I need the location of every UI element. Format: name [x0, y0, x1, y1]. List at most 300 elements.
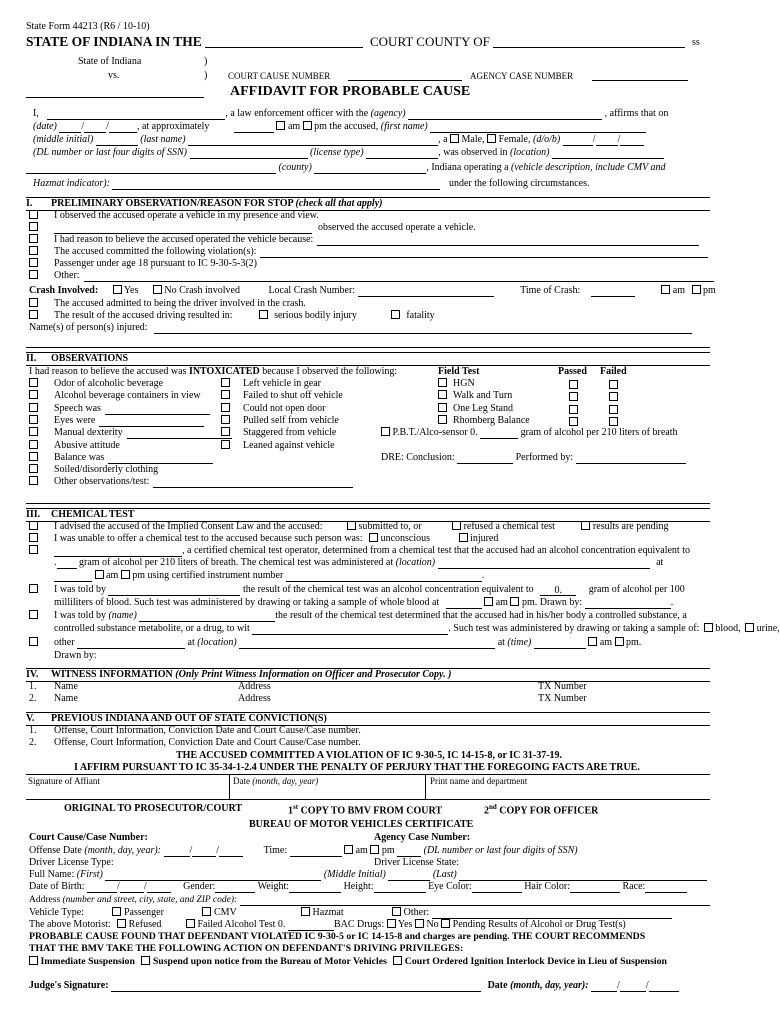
county-label: (county) [278, 162, 312, 173]
ml-label: milliliters of blood. Such test was administered by drawing or taking a sample of whole blood at [54, 597, 440, 608]
blood-pm-checkbox[interactable] [510, 597, 519, 606]
defendant-name-field[interactable] [26, 97, 204, 98]
pm-label: pm. [626, 637, 642, 648]
admin-pm-checkbox[interactable] [121, 570, 130, 579]
signature-date-label[interactable] [233, 775, 318, 787]
interlock-checkbox[interactable] [393, 956, 402, 965]
dl-note: (DL number or last four digits of SSN) [423, 845, 578, 856]
blood-am-checkbox[interactable] [484, 597, 493, 606]
pm-checkbox[interactable] [303, 121, 312, 130]
divider [26, 347, 710, 348]
admin-am-checkbox[interactable] [95, 570, 104, 579]
witness-tx-label: TX Number [538, 681, 587, 692]
passed-checkbox[interactable] [569, 405, 578, 414]
race-label: Race: [622, 881, 646, 892]
other-sample-field[interactable] [77, 638, 185, 649]
checkbox[interactable] [29, 476, 38, 485]
serious-checkbox[interactable] [259, 310, 268, 319]
checkbox[interactable] [438, 415, 447, 424]
divider [26, 799, 710, 800]
blood-time-field[interactable] [446, 598, 482, 609]
unconscious-checkbox[interactable] [369, 533, 378, 542]
checkbox[interactable] [221, 403, 230, 412]
date-month-field[interactable] [59, 122, 81, 133]
checkbox[interactable] [221, 378, 230, 387]
checkbox[interactable] [29, 464, 38, 473]
officer-name-field[interactable] [47, 109, 225, 120]
result-label: The result of the accused driving resulted in: [54, 310, 233, 321]
time-crash-field[interactable] [591, 286, 635, 297]
substance-field[interactable] [252, 624, 448, 635]
county-extra-field[interactable] [314, 163, 426, 174]
checkbox[interactable] [29, 234, 38, 243]
address-label: Address [29, 895, 61, 905]
a-label: , a [438, 134, 448, 145]
offense-month-field[interactable] [164, 846, 190, 857]
slash: / [592, 134, 596, 145]
refused-checkbox[interactable] [452, 521, 461, 530]
bmv-last-field[interactable] [459, 870, 707, 881]
judge-day-field[interactable] [620, 981, 646, 992]
agency-label: (agency) [370, 108, 406, 119]
passed-checkbox[interactable] [569, 380, 578, 389]
bmv-dob-year[interactable] [147, 882, 171, 893]
date-label: (date) [33, 121, 57, 132]
judge-line [29, 980, 679, 992]
probable-cause-1: PROBABLE CAUSE FOUND THAT DEFENDANT VIOLATED IC 9-30-5 or IC 14-15-8 and charges are pending. THE COURT RECOMMENDS [29, 931, 646, 942]
bmv-dob-day[interactable] [120, 882, 144, 893]
vehicle-field[interactable] [112, 179, 440, 190]
bmv-dob-month[interactable] [87, 882, 117, 893]
fatality-checkbox[interactable] [391, 310, 400, 319]
pm-label: pm [132, 570, 145, 581]
drugs-no-checkbox[interactable] [415, 919, 424, 928]
submitted-checkbox[interactable] [347, 521, 356, 530]
checkbox[interactable] [221, 390, 230, 399]
last-name-field[interactable] [188, 135, 438, 146]
intro-a: I had reason to believe the accused was [29, 366, 187, 377]
dot-label: . [481, 570, 485, 581]
instrument-field[interactable] [286, 571, 482, 582]
address-note: (number and street, city, state, and ZIP code): [62, 895, 238, 905]
failed-alcohol-checkbox[interactable] [186, 919, 195, 928]
cmv-checkbox[interactable] [202, 907, 211, 916]
passed-header: Passed [558, 366, 587, 377]
eye-label: Eye Color: [428, 881, 472, 892]
weight-label: Weight: [257, 881, 290, 892]
conviction-text: Offense, Court Information, Conviction Date and Court Cause/Case number. [54, 725, 361, 736]
location-field[interactable] [552, 148, 664, 159]
affirm-statement: I AFFIRM PURSUANT TO IC 35-34-1-2.4 UNDER THE PENALTY OF PERJURY THAT THE FOREGOING FACTS ARE TRUE. [74, 762, 640, 773]
date-year-field[interactable] [109, 122, 137, 133]
male-label: Male, [461, 134, 485, 145]
s1-text-6: Other: [54, 270, 80, 281]
intro-line-3 [33, 134, 644, 146]
checkbox[interactable] [221, 440, 230, 449]
checkbox[interactable] [221, 415, 230, 424]
checkbox[interactable] [29, 452, 38, 461]
bac-field[interactable] [57, 558, 77, 569]
observation-label: Other observations/test: [54, 476, 150, 488]
observation-item [29, 403, 210, 415]
checkbox[interactable] [29, 246, 38, 255]
am-checkbox[interactable] [276, 121, 285, 130]
bmv-title: BUREAU OF MOTOR VEHICLES CERTIFICATE [249, 819, 474, 830]
observation-item [29, 476, 353, 488]
operating-label: , Indiana operating a [426, 162, 509, 173]
court-name-field[interactable] [205, 47, 363, 48]
checkbox[interactable] [438, 390, 447, 399]
failed-checkbox[interactable] [609, 380, 618, 389]
license-type-field[interactable] [366, 148, 438, 159]
checkbox[interactable] [29, 222, 38, 231]
failed-checkbox[interactable] [609, 417, 618, 426]
agency-case-label: AGENCY CASE NUMBER [470, 71, 574, 81]
form-id: State Form 44213 (R6 / 10-10) [26, 21, 150, 32]
pending-label: Pending Results of Alcohol or Drug Test(s) [452, 919, 626, 930]
court-cause-field[interactable] [348, 80, 462, 81]
sample-location-field[interactable] [239, 638, 495, 649]
pbt-tail: gram of alcohol per 210 liters of breath [520, 427, 678, 438]
second-text: COPY FOR OFFICER [496, 805, 599, 817]
refused-label: refused a chemical test [463, 521, 555, 532]
other-vehicle-field[interactable] [432, 908, 672, 919]
observation-field[interactable] [108, 453, 213, 464]
pending-checkbox[interactable] [581, 521, 590, 530]
unconscious-label: unconscious [380, 533, 431, 544]
behavior-label: Pulled self from vehicle [243, 414, 339, 426]
copy-original: ORIGINAL TO PROSECUTOR/COURT [64, 803, 243, 814]
urine-checkbox[interactable] [745, 623, 754, 632]
checkbox[interactable] [221, 427, 230, 436]
checkbox[interactable] [29, 258, 38, 267]
paren-2: ) [204, 70, 208, 81]
section-title: PRELIMINARY OBSERVATION/REASON FOR STOP [51, 198, 294, 209]
passed-checkbox[interactable] [569, 392, 578, 401]
immediate-checkbox[interactable] [29, 956, 38, 965]
judge-month-field[interactable] [591, 981, 617, 992]
s3-drawn [54, 650, 97, 662]
dre-line [381, 452, 686, 464]
bmv-name-line [29, 869, 707, 881]
time-crash-label: Time of Crash: [520, 285, 581, 296]
checkbox[interactable] [29, 533, 38, 542]
hazmat-checkbox[interactable] [301, 907, 310, 916]
bmv-middle-field[interactable] [388, 870, 430, 881]
intro-line-5 [26, 162, 666, 174]
pending-checkbox[interactable] [441, 919, 450, 928]
weight-field[interactable] [289, 882, 341, 893]
checkbox[interactable] [29, 637, 38, 646]
observation-field[interactable] [153, 477, 353, 488]
county-field[interactable] [493, 47, 685, 48]
s1-line-5 [29, 258, 257, 270]
eye-field[interactable] [472, 882, 522, 893]
location-label: (location) [395, 557, 436, 568]
checkbox[interactable] [29, 390, 38, 399]
checkbox[interactable] [29, 427, 38, 436]
local-crash-field[interactable] [358, 286, 494, 297]
section-title: PREVIOUS INDIANA AND OUT OF STATE CONVICTION(S) [51, 713, 327, 724]
second-num: 2 [484, 805, 489, 817]
party-label: State of Indiana [78, 56, 142, 67]
section-5-header [26, 712, 710, 726]
drawn-label: Drawn by: [54, 650, 97, 661]
refused-checkbox[interactable] [117, 919, 126, 928]
behavior-item [221, 403, 326, 415]
sample-pm-checkbox[interactable] [615, 637, 624, 646]
s3-text-1: I advised the accused of the Implied Consent Law and the accused: [54, 521, 323, 532]
offense-year-field[interactable] [219, 846, 243, 857]
admin-location-field[interactable] [438, 558, 650, 569]
told-name-label: I was told by [54, 610, 106, 621]
blood-checkbox[interactable] [704, 623, 713, 632]
bmv-vehicle-line [29, 907, 672, 919]
serious-label: serious bodily injury [274, 310, 357, 321]
field-test-label: Walk and Turn [453, 390, 513, 402]
operator-field[interactable] [54, 546, 182, 557]
slash: / [117, 881, 120, 892]
time-field[interactable] [234, 122, 274, 133]
submitted-label: submitted to, or [358, 521, 422, 532]
checkbox[interactable] [29, 210, 38, 219]
sample-time-field[interactable] [534, 638, 586, 649]
motorist-label: The above Motorist: [29, 919, 111, 930]
bmv-court-cause: Court Cause/Case Number: [29, 832, 148, 843]
checkbox[interactable] [29, 310, 38, 319]
checkbox[interactable] [29, 545, 38, 554]
injured-field[interactable] [154, 323, 692, 334]
name-label: (name) [108, 610, 137, 621]
pbt-line [381, 427, 677, 439]
passed-checkbox[interactable] [569, 417, 578, 426]
affirms-label: , affirms that on [604, 108, 669, 119]
checkbox[interactable] [29, 298, 38, 307]
dob-label: Date of Birth: [29, 881, 85, 892]
observation-label: Manual dexterity [54, 427, 123, 439]
yes-label: Yes [123, 285, 139, 296]
dob-year-field[interactable] [617, 134, 644, 146]
checkbox[interactable] [438, 403, 447, 412]
checkbox[interactable] [29, 521, 38, 530]
s1-text-3: I had reason to believe the accused operated the vehicle because: [54, 234, 314, 245]
section-4-header [26, 668, 710, 682]
am-label: am [599, 637, 613, 648]
intro-b: because I observed the following: [262, 366, 398, 377]
s3-line-1 [29, 521, 668, 533]
failed-checkbox[interactable] [609, 392, 618, 401]
s3-line-5 [29, 610, 687, 622]
observation-item [29, 415, 204, 427]
told-name-field[interactable] [139, 611, 275, 622]
observation-label: Speech was [54, 402, 101, 414]
told-by-field[interactable] [108, 585, 240, 596]
dob-month-field[interactable] [563, 135, 593, 146]
last-name-label: (last name) [140, 134, 186, 145]
at-label: at [187, 637, 195, 648]
suspend-notice-checkbox[interactable] [141, 956, 150, 965]
behavior-label: Leaned against vehicle [243, 439, 335, 451]
injured-label: injured [470, 533, 499, 544]
other-label: Other: [403, 907, 430, 918]
intro-line-1 [33, 108, 668, 120]
concentration-field[interactable]: 0. [540, 585, 576, 596]
judge-signature-field[interactable] [111, 981, 481, 992]
date-day-field[interactable] [84, 122, 106, 133]
other-label: other [54, 637, 75, 648]
s1-line-1 [29, 210, 319, 222]
checkbox[interactable] [29, 403, 38, 412]
immediate-label: Immediate Suspension [40, 956, 135, 967]
s1-violation-field[interactable] [260, 247, 708, 258]
middle-initial-field[interactable] [96, 135, 138, 146]
circumstances-label: under the following circumstances. [448, 178, 590, 189]
dl-label: (DL number or last four digits of SSN) [33, 147, 187, 158]
checkbox[interactable] [29, 415, 38, 424]
female-checkbox[interactable] [487, 134, 496, 143]
checkbox[interactable] [29, 610, 38, 619]
dl-field[interactable] [190, 148, 308, 159]
bmv-first-field[interactable] [105, 870, 321, 881]
observation-label: Soiled/disorderly clothing [54, 464, 159, 476]
s1-admitted [29, 298, 306, 310]
s3-line-3b [54, 557, 663, 569]
s3-text-2: I was unable to offer a chemical test to the accused because such person was: [54, 533, 363, 544]
date-note: (month, day, year) [252, 776, 319, 786]
signature-affiant-label[interactable]: Signature of Affiant [28, 776, 100, 786]
refused-label: Refused [128, 919, 162, 930]
urine-label: urine, [756, 623, 780, 634]
s3-line-3 [29, 545, 690, 557]
violation-statement: THE ACCUSED COMMITTED A VIOLATION OF IC 9-30-5, IC 14-15-8, or IC 31-37-19. [176, 750, 563, 761]
section-title: CHEMICAL TEST [51, 509, 135, 520]
told-result-label: the result of the chemical test was an alcohol concentration equivalent to [242, 584, 534, 595]
passenger-checkbox[interactable] [112, 907, 121, 916]
dob-day-field[interactable] [596, 135, 618, 146]
first-num: 1 [288, 805, 293, 817]
location-label: (location) [197, 637, 237, 648]
no-crash-checkbox[interactable] [153, 285, 162, 294]
failed-header: Failed [600, 366, 627, 377]
s3-line-4 [29, 584, 685, 596]
observation-field[interactable] [99, 416, 204, 427]
crash-yes-checkbox[interactable] [113, 285, 122, 294]
s3-line-3c [54, 570, 484, 582]
dot-label: . [670, 597, 674, 608]
dre-field[interactable] [457, 453, 513, 464]
agency-case-field[interactable] [592, 80, 688, 81]
hair-field[interactable] [570, 882, 620, 893]
offense-am-checkbox[interactable] [344, 845, 353, 854]
s1-reason-field[interactable] [317, 235, 699, 246]
other-vehicle-checkbox[interactable] [392, 907, 401, 916]
conviction-number: 2. [29, 737, 37, 748]
pbt-field[interactable] [480, 428, 518, 439]
checkbox[interactable] [29, 584, 38, 593]
checkbox[interactable] [29, 440, 38, 449]
offense-time-field[interactable] [290, 846, 342, 857]
bac-field[interactable] [288, 920, 334, 931]
section-number: V. [26, 713, 35, 724]
admin-time-field[interactable] [54, 571, 92, 582]
field-test-header: Field Test [438, 366, 480, 377]
failed-alcohol-label: Failed Alcohol Test 0. [197, 919, 286, 930]
officer-label: , a law enforcement officer with the [225, 108, 369, 119]
performed-field[interactable] [576, 453, 686, 464]
am-label: am [672, 285, 685, 296]
crash-am-checkbox[interactable] [661, 285, 670, 294]
observation-field[interactable] [105, 404, 210, 415]
s1-other-field[interactable] [84, 271, 714, 282]
at-label: at [656, 557, 664, 568]
checkbox[interactable] [29, 378, 38, 387]
section-1-header [26, 197, 710, 211]
section-title: WITNESS INFORMATION [51, 669, 173, 680]
offense-day-field[interactable] [189, 845, 216, 857]
no-crash-label: No Crash involved [164, 285, 240, 296]
race-field[interactable] [645, 882, 687, 893]
observation-item [29, 464, 158, 476]
judge-year-field[interactable] [649, 981, 679, 992]
gender-field[interactable] [215, 882, 255, 893]
agency-field[interactable] [408, 109, 602, 120]
behavior-item [221, 390, 343, 402]
checkbox[interactable] [438, 378, 447, 387]
failed-checkbox[interactable] [609, 405, 618, 414]
crash-pm-checkbox[interactable] [692, 285, 701, 294]
slash: / [189, 845, 193, 856]
observed-label: , was observed in [438, 147, 508, 158]
checkbox[interactable] [29, 270, 38, 279]
bmv-dl-field[interactable] [397, 846, 421, 857]
address-field[interactable] [240, 895, 710, 906]
print-name-label[interactable]: Print name and department [430, 776, 528, 786]
sample-am-checkbox[interactable] [588, 637, 597, 646]
male-checkbox[interactable] [450, 134, 459, 143]
am-label: am [355, 845, 368, 856]
paren-1: ) [204, 56, 208, 67]
section-title: OBSERVATIONS [51, 353, 129, 364]
height-field[interactable] [374, 882, 426, 893]
bmv-address-line [29, 894, 710, 906]
crash-label: Crash Involved: [29, 285, 99, 296]
probable-cause-2: THAT THE BMV TAKE THE FOLLOWING ACTION ON DEFENDANT'S DRIVING PRIVILEGES: [29, 943, 464, 954]
fatality-label: fatality [406, 310, 435, 321]
pm-label: pm [703, 285, 716, 296]
behavior-item [221, 440, 335, 452]
dob-label: (d/o/b) [533, 134, 561, 145]
s1-text-2: observed the accused operate a vehicle. [318, 222, 476, 233]
copy-second [484, 801, 598, 817]
location-label: (location) [510, 147, 550, 158]
county-name-field[interactable] [26, 163, 276, 174]
offense-pm-checkbox[interactable] [370, 845, 379, 854]
vs-label: vs. [108, 70, 120, 81]
observation-field[interactable] [127, 428, 232, 439]
pbt-checkbox[interactable] [381, 427, 390, 436]
injured-checkbox[interactable] [459, 533, 468, 542]
hazmat-label: Hazmat indicator): [33, 178, 110, 189]
dre-label: DRE: Conclusion: [381, 452, 455, 463]
drawn-by-field[interactable] [585, 598, 671, 609]
first-name-field[interactable] [430, 122, 646, 133]
observation-item [29, 452, 213, 464]
drugs-yes-checkbox[interactable] [387, 919, 396, 928]
behavior-item [221, 415, 339, 427]
observation-label: Odor of alcoholic beverage [54, 378, 164, 389]
s1-observer-field[interactable] [54, 223, 312, 234]
judge-label: Judge's Signature: [29, 980, 109, 991]
